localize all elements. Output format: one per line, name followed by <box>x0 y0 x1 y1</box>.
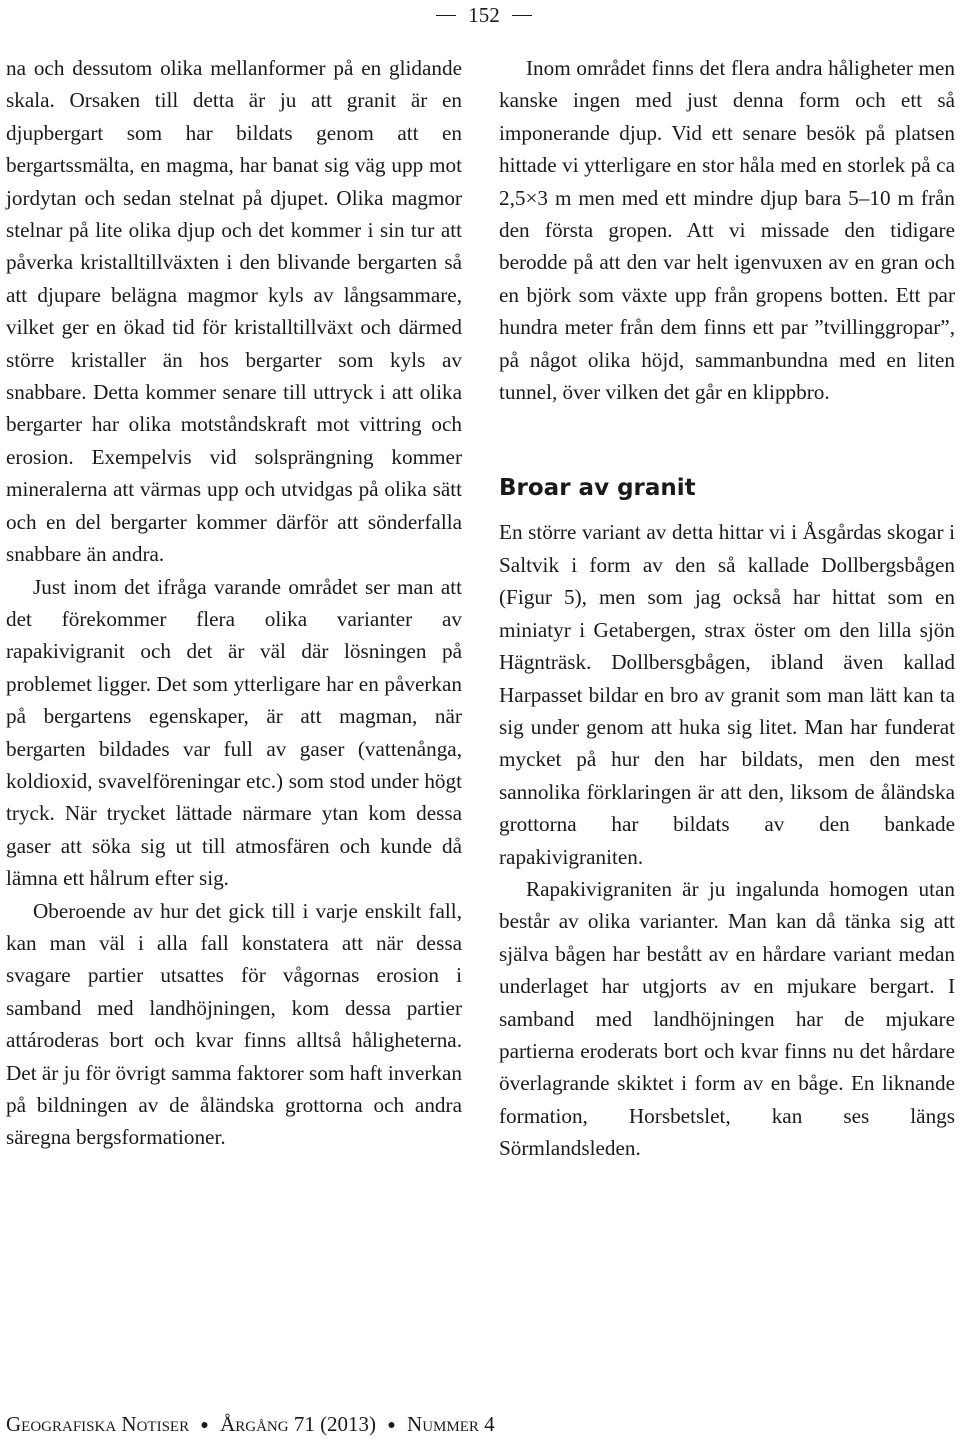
journal-volume: Årgång 71 (2013) <box>220 1412 377 1436</box>
right-paragraph-1: Inom området finns det flera andra håligheter men kanske ingen med just denna form och ett så imponerande djup. Vid ett senare besök på platsen hittade vi ytterligare en stor håla med en storlek på ca 2,5×3 m men med ett mindre djup bara 5–10 m från den första gropen. Att vi missade den tidigare berodde på att den var helt igenvuxen av en gran och en björk som växte upp från gropens botten. Ett par hundra meter från dem finns ett par ”tvillinggropar”, på något olika höjd, sammanbundna med en liten tunnel, över vilken det går en klippbro. <box>499 56 955 405</box>
left-paragraph-2: Just inom det ifråga varande området ser man att det förekommer flera olika varianter av rapakivigranit och det är väl där lösningen på problemet ligger. Det som ytterligare har en påverkan på bergartens egenskaper, är att magman, när bergarten bildades var full av gaser (vattenånga, koldioxid, svavelföreningar etc.) som stod under högt tryck. När trycket lättade närmare ytan kom dessa gaser att söka sig ut till atmosfären och kunde då lämna ett hålrum efter sig. <box>6 574 462 891</box>
header-dash-right <box>512 15 532 16</box>
right-paragraph-3: Rapakivigraniten är ju ingalunda homogen utan består av olika varianter. Man kan då tänka sig att själva bågen har bestått av en hårdare variant medan underlaget har utgjorts av en mjukare bergart. I samband med landhöjningen har de mjukare partierna eroderats bort och kvar finns nu det hårdare överlagrande skiktet i form av en båge. En liknande formation, Horsbetslet, kan ses längs Sörmlandsleden. <box>499 876 955 1161</box>
section-heading: Broar av granit <box>499 475 696 502</box>
page-header <box>424 0 544 30</box>
right-column <box>499 52 955 1165</box>
left-column <box>6 52 462 1154</box>
right-paragraph-2: En större variant av detta hittar vi i Åsgårdas skogar i Saltvik i form av den så kallade Dollbergsbågen (Figur 5), men som jag också har hittat som en miniatyr i Getabergen, strax öster om den lilla sjön Hägnträsk. Dollbersgbågen, ibland även kallad Harpasset bildar en bro av granit som man lätt kan ta sig under genom att huka sig litet. Man har funderat mycket på hur den har bildats, men den mest sannolika förklaringen är att den, liksom de åländska grottorna har bildats av den bankade rapakivigraniten. <box>499 520 955 869</box>
footer-separator: ● <box>200 1418 209 1433</box>
header-dash-left <box>436 15 456 16</box>
left-paragraph-3: Oberoende av hur det gick till i varje enskilt fall, kan man väl i alla fall konstatera att när dessa svagare partier utsattes för vågornas erosion i samband med landhöjningen, kom dessa partier attároderas bort och kvar finns alltså håligheterna. Det är ju för övrigt samma faktorer som haft inverkan på bildningen av de åländska grottorna och andra säregna bergsformationer. <box>6 898 462 1150</box>
journal-issue: Nummer 4 <box>407 1412 495 1436</box>
journal-name: Geografiska Notiser <box>6 1412 190 1436</box>
footer-separator: ● <box>387 1418 396 1433</box>
page-number: 152 <box>468 2 500 27</box>
left-paragraph-1: na och dessutom olika mellanformer på en glidande skala. Orsaken till detta är ju att granit är en djupbergart som har bildats genom att en bergartssmälta, en magma, har banat sig väg upp mot jordytan och sedan stelnat på djupet. Olika magmor stelnar på lite olika djup och det kommer i sin tur att påverka kristalltillväxten i den blivande bergarten så att djupare belägna magmor kyls av långsammare, vilket ger en ökad tid för kristalltillväxt och därmed större kristaller än hos bergarter som kyls av snabbare. Detta kommer senare till uttryck i att olika bergarter har olika motståndskraft mot vittring och erosion. Exempelvis vid solsprängning kommer mineralerna att värmas upp och utvidgas på olika sätt och en del bergarter kommer därför att sönderfalla snabbare än andra. <box>6 56 462 567</box>
footer <box>6 1412 495 1437</box>
